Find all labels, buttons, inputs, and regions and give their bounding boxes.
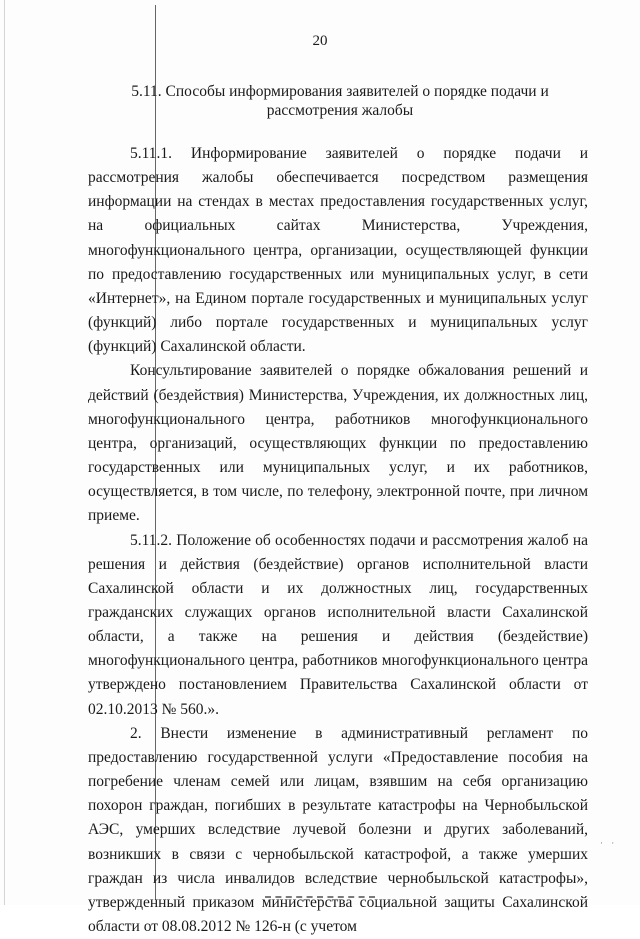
scan-edge-line (4, 0, 5, 905)
section-heading (90, 82, 590, 120)
document-body (88, 142, 588, 939)
section-heading-line-2: рассмотрения жалобы (266, 102, 414, 119)
cut-off-text-fragment (265, 894, 375, 905)
paragraph-2-amendment: 2. Внести изменение в административный регламент по предоставлению государственной услуги «Предоставление пособия на погребение членам семей или лицам, взявшим на себя организацию похорон граждан, погибших в результате катастрофы на Чернобыльской АЭС, умерших вследствие лучевой болезни и других заболеваний, возникших в связи с чернобыльской катастрофой, а также умерших граждан из числа инвалидов вследствие чернобыльской катастрофы», утвержденный приказом министерства социальной защиты Сахалинской области от 08.08.2012 № 126-н (с учетом (88, 724, 588, 935)
section-heading-line-1: 5.11. Способы информирования заявителей о порядке подачи и (131, 83, 549, 100)
paragraph-5-11-2: 5.11.2. Положение об особенностях подачи и рассмотрения жалоб на решения и действия (бездействие) органов исполнительной власти Сахалинской области и их должностных лиц, государственных гражданских служащих органов исполнительной власти Сахалинской области, а также на решения и действия (бездействие) многофункционального центра, работников многофункционального центра утверждено постановлением Правительства Сахалинской области от 02.10.2013 № 560.». (88, 531, 588, 718)
paragraph-5-11-1: 5.11.1. Информирование заявителей о порядке подачи и рассмотрения жалобы обеспечивается посредством размещения информации на стендах в местах предоставления государственных услуг, на официальных сайтах Министерства, Учреждения, многофункционального центра, организации, осуществляющей функции по предоставлению государственных или муниципальных услуг, в сети «Интернет», на Едином портале государственных и муниципальных услуг (функций) либо портале государственных и муниципальных услуг (функций) Сахалинской области. (88, 145, 588, 356)
scan-specks: · · (600, 838, 618, 848)
paragraph-consultation: Консультирование заявителей о порядке обжалования решений и действий (бездействия) Министерства, Учреждения, их должностных лиц, многофункционального центра, работников многофункционального центра, организаций, осуществляющих функции по предоставлению государственных или муниципальных услуг, и их работников, осуществляется, в том числе, по телефону, электронной почте, при личном приеме. (88, 362, 588, 525)
page-number: 20 (312, 33, 328, 49)
